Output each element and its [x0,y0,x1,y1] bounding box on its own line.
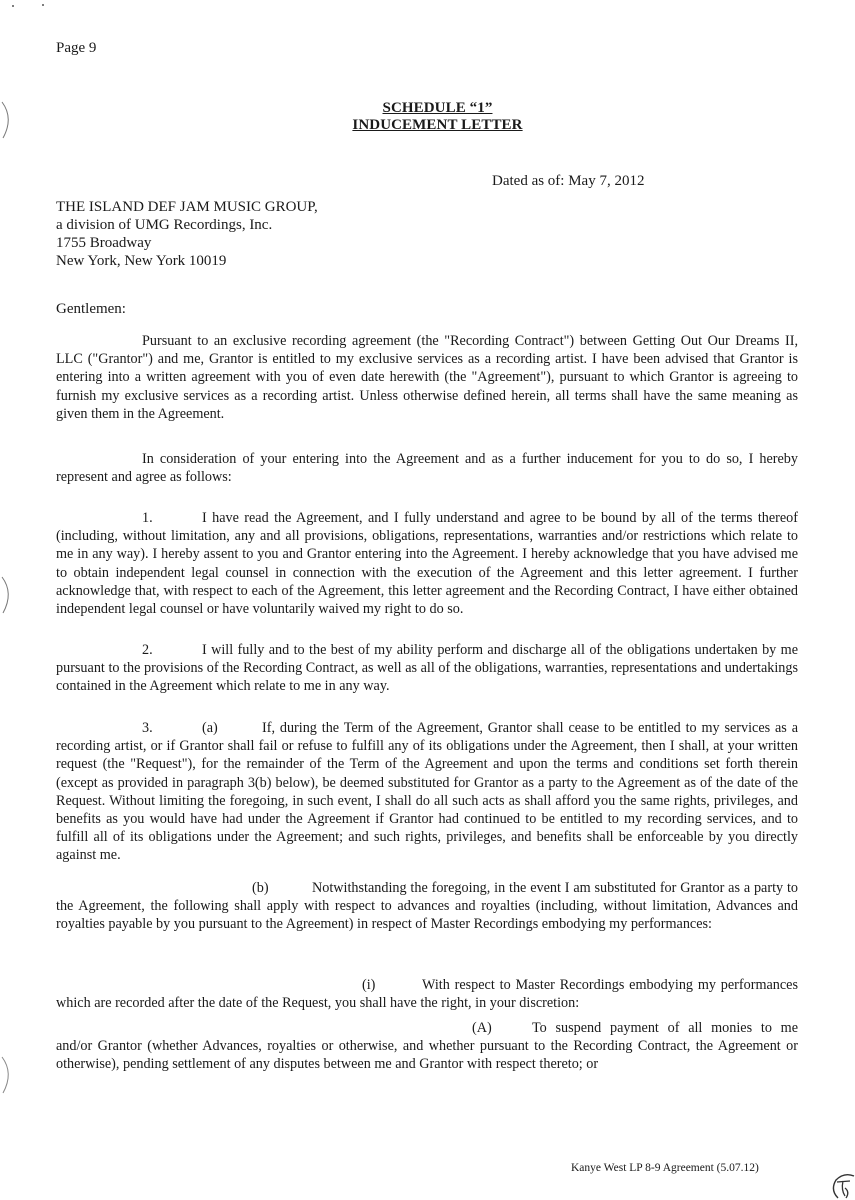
item-number: 2. [142,642,153,658]
intro-text: Pursuant to an exclusive recording agreement (the "Recording Contract") between Getting Out Our Dreams II, LLC ("Grantor") and me, Grantor is entitled to my exclusive services as a recording artist. I have been advised that Grantor is entering into a written agreement with you of even date herewith (the "Agreement"), pursuant to which Grantor is agreeing to furnish my exclusive services as a recording artist. Unless otherwise defined herein, all terms shall have the same meaning as given them in the Agreement. [56,333,798,422]
handwritten-initials [828,1172,855,1200]
item-2-paragraph [56,641,798,696]
consideration-paragraph [56,450,798,486]
item-2-text: I will fully and to the best of my ability perform and discharge all of the obligations undertaken by me pursuant to the provisions of the Recording Contract, as well as all of the obligations, warranties, representations and undertakings contained in the Agreement which relate to me in any way. [56,642,798,695]
scan-speck [42,4,44,6]
item-3biA-paragraph [56,1019,798,1074]
item-number: 3. [142,720,153,736]
item-3b-paragraph [56,879,798,934]
sub-item-label: (i) [362,977,376,993]
sub-item-label: (A) [472,1020,492,1036]
dated-line: Dated as of: May 7, 2012 [492,173,645,189]
schedule-title: SCHEDULE “1” [382,100,493,116]
page-number: Page 9 [56,40,97,56]
item-3a-text: If, during the Term of the Agreement, Grantor shall cease to be entitled to my services as a recording artist, or if Grantor shall fail or refuse to fulfill any of its obligations under the Agreement, then I shall, at your written request (the "Request"), for the remainder of the Term of the Agreement and upon the terms and conditions set forth therein (except as provided in paragraph 3(b) below), be deemed substituted for Grantor as a party to the Agreement as of the date of the Request. Without limiting the foregoing, in such event, I shall do all such acts as shall afford you the same rights, privileges, and benefits as you would have had under the Agreement if Grantor had continued to be entitled to my recording services, and to fulfill all of its obligations under the Agreement; and such rights, privileges, and benefits shall be enforceable by you directly against me. [56,720,798,864]
intro-paragraph [56,332,798,423]
item-number: 1. [142,510,153,526]
punch-hole-mark [0,575,16,615]
address-line: 1755 Broadway [56,235,152,251]
item-1-paragraph [56,509,798,618]
item-3biA-text: To suspend payment of all monies to me and/or Grantor (whether Advances, royalties or otherwise, and whether pursuant to the Recording Contract, the Agreement or otherwise), pending settlement of any disputes between me and Grantor with respect thereto; or [56,1020,798,1073]
salutation: Gentlemen: [56,301,126,317]
item-3bi-paragraph [56,976,798,1012]
sub-item-label: (a) [202,720,218,736]
punch-hole-mark [0,1055,16,1095]
address-line: THE ISLAND DEF JAM MUSIC GROUP, [56,199,318,215]
item-3bi-text: With respect to Master Recordings embodying my performances which are recorded after the date of the Request, you shall have the right, in your discretion: [56,977,798,1012]
sub-item-label: (b) [252,880,269,896]
item-3b-text: Notwithstanding the foregoing, in the event I am substituted for Grantor as a party to the Agreement, the following shall apply with respect to advances and royalties (including, without limitation, Advances and royalties payable by you pursuant to the Agreement) in respect of Master Recordings embodying my performances: [56,880,798,933]
consideration-text: In consideration of your entering into the Agreement and as a further inducement for you to do so, I hereby represent and agree as follows: [56,451,798,486]
item-3a-paragraph [56,719,798,865]
address-line: a division of UMG Recordings, Inc. [56,217,273,233]
document-reference-footer: Kanye West LP 8-9 Agreement (5.07.12) [571,1162,759,1174]
address-line: New York, New York 10019 [56,253,227,269]
scan-speck [12,5,14,7]
item-1-text: I have read the Agreement, and I fully understand and agree to be bound by all of the terms thereof (including, without limitation, any and all provisions, obligations, representations, warranties and/or restrictions which relate to me in any way). I hereby assent to you and Grantor entering into the Agreement. I hereby acknowledge that you have advised me to obtain independent legal counsel in connection with the execution of the Agreement and this letter agreement. I further acknowledge that, with respect to each of the Agreement, this letter agreement and the Recording Contract, I have either obtained independent legal counsel or have voluntarily waived my right to do so. [56,510,798,618]
letter-title: INDUCEMENT LETTER [352,117,523,133]
recipient-address [56,198,318,270]
